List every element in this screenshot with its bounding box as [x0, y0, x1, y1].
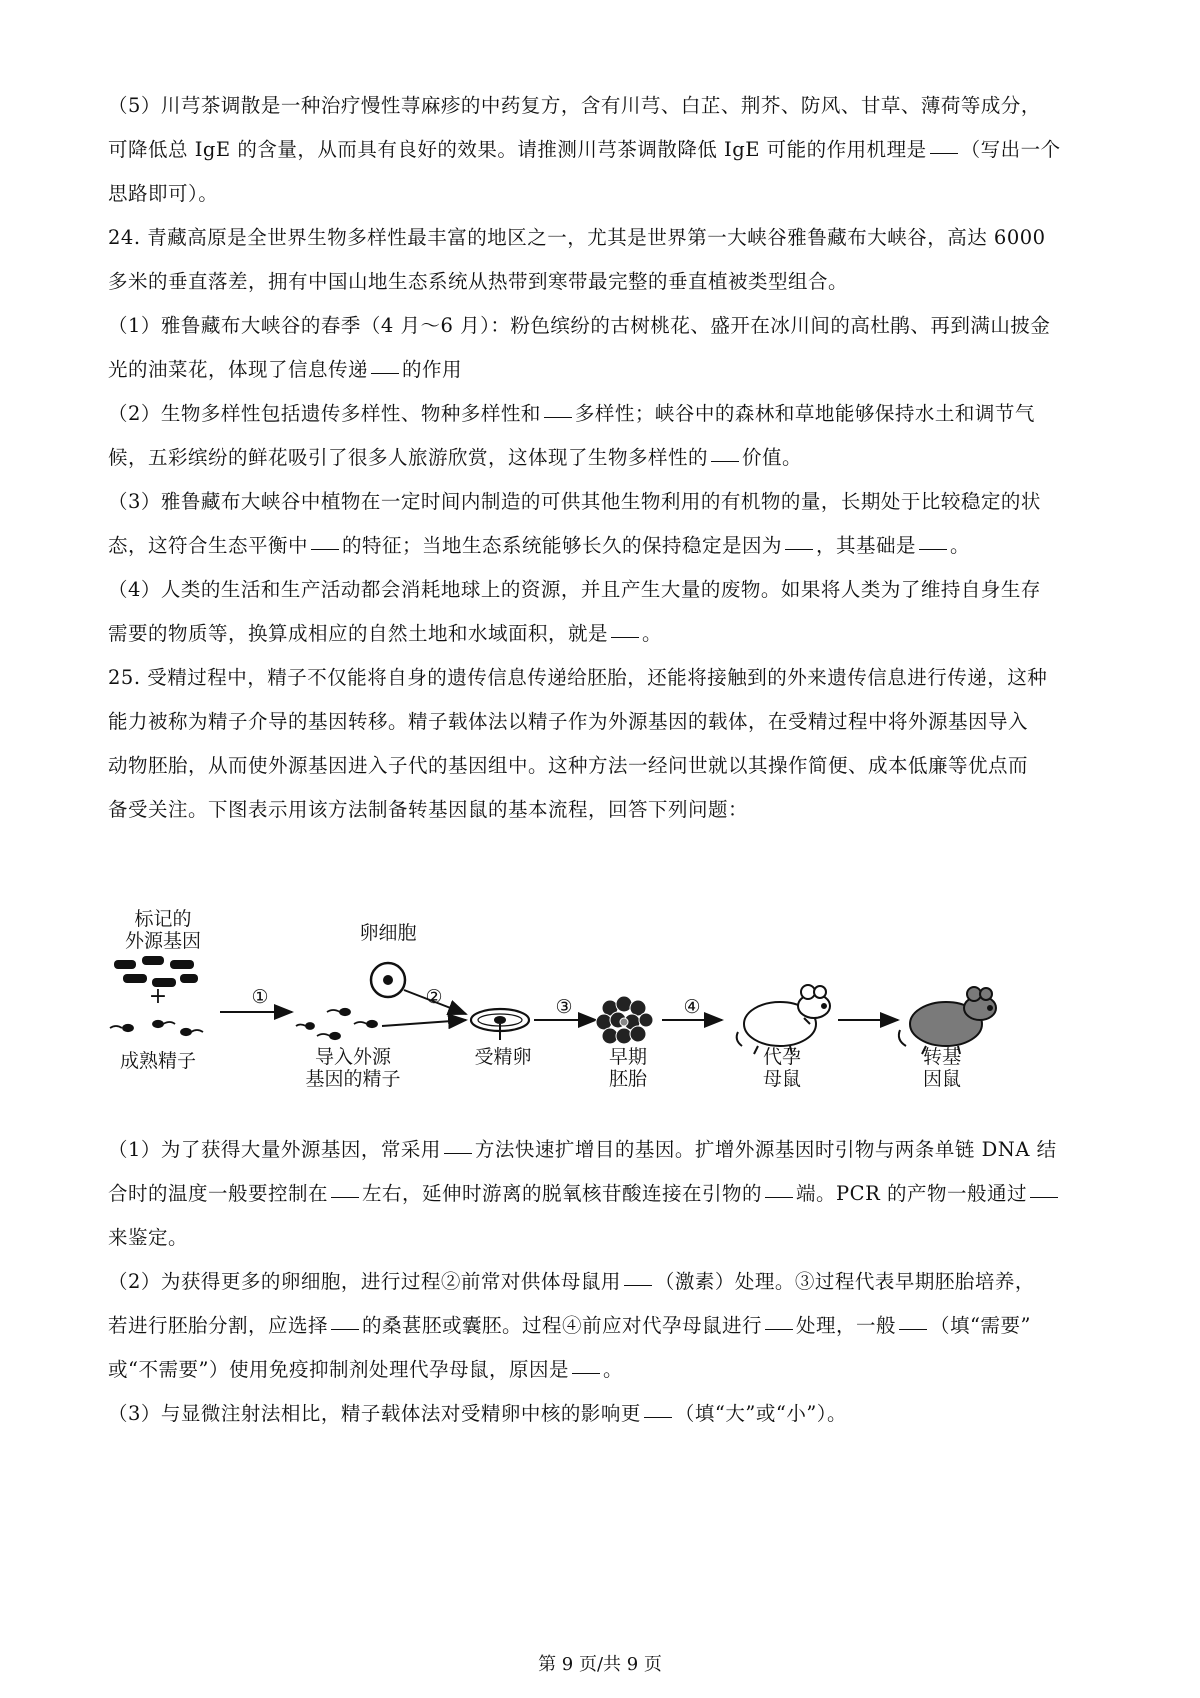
text: 多样性；峡谷中的森林和草地能够保持水土和调节气 [574, 402, 1035, 425]
q25-3-line1 [108, 1392, 1098, 1436]
q23-5-line1 [108, 84, 1098, 128]
text: （5）川芎茶调散是一种治疗慢性荨麻疹的中药复方，含有川芎、白芷、荆芥、防风、甘草、薄荷等成分， [108, 94, 1041, 117]
q25-1-line1 [108, 1128, 1098, 1172]
q24-4-line1 [108, 568, 1098, 612]
text: （2）生物多样性包括遗传多样性、物种多样性和 [108, 402, 541, 425]
q25-stem-line1 [108, 656, 1098, 700]
label-line: 外源基因 [124, 930, 201, 952]
q24-2-line1 [108, 392, 1098, 436]
q24-4-line2 [108, 612, 1098, 656]
label-line: 导入外源 [314, 1046, 391, 1068]
q24-3-line1 [108, 480, 1098, 524]
answer-blank[interactable] [331, 1196, 359, 1198]
transgenic-mouse-flow-diagram [0, 900, 1200, 1100]
text: （3）雅鲁藏布大峡谷中植物在一定时间内制造的可供其他生物利用的有机物的量，长期处于比较稳定的状 [108, 490, 1041, 513]
q24-stem-line1 [108, 216, 1098, 260]
answer-blank[interactable] [765, 1196, 793, 1198]
q23-5-line3 [108, 172, 1098, 216]
text: 候，五彩缤纷的鲜花吸引了很多人旅游欣赏，这体现了生物多样性的 [108, 446, 709, 469]
answer-blank[interactable] [711, 460, 739, 462]
answer-blank[interactable] [572, 1372, 600, 1374]
text: 动物胚胎，从而使外源基因进入子代的基因组中。这种方法一经问世就以其操作简便、成本低廉等优点而 [108, 754, 1029, 777]
answer-blank[interactable] [765, 1328, 793, 1330]
q25-1-line2 [108, 1172, 1098, 1216]
label-line: 基因的精子 [305, 1068, 401, 1090]
answer-blank[interactable] [624, 1284, 652, 1286]
text: ，其基础是 [816, 534, 917, 557]
label-line: 代孕 [762, 1046, 801, 1068]
text: 来鉴定。 [108, 1226, 189, 1249]
gene-fragment-icons [114, 956, 198, 987]
q25-stem-line2 [108, 700, 1098, 744]
q25-stem-line3 [108, 744, 1098, 788]
egg-cell-icon [371, 963, 405, 997]
q25-2-line2 [108, 1304, 1098, 1348]
answer-blank[interactable] [1030, 1196, 1058, 1198]
page-footer: 第 9 页/共 9 页 [538, 1654, 662, 1675]
text: （3）与显微注射法相比，精子载体法对受精卵中核的影响更 [108, 1402, 641, 1425]
text: 方法快速扩增目的基因。扩增外源基因时引物与两条单链 DNA 结 [474, 1138, 1057, 1161]
text: 备受关注。下图表示用该方法制备转基因鼠的基本流程，回答下列问题： [108, 798, 749, 821]
answer-blank[interactable] [644, 1416, 672, 1418]
answer-blank[interactable] [899, 1328, 927, 1330]
text: 的特征；当地生态系统能够长久的保持稳定是因为 [342, 534, 783, 557]
text: 光的油菜花，体现了信息传递 [108, 358, 369, 381]
label-gene-sperm [298, 1046, 408, 1090]
text: 价值。 [742, 446, 803, 469]
surrogate-mother-mouse-icon [737, 985, 830, 1054]
text: 态，这符合生态平衡中 [108, 534, 309, 557]
early-embryo-icon [596, 996, 653, 1044]
text: 。 [602, 1358, 623, 1381]
answer-blank[interactable] [930, 152, 958, 154]
plus-sign: + [148, 984, 168, 1009]
text: 多米的垂直落差，拥有中国山地生态系统从热带到寒带最完整的垂直植被类型组合。 [108, 270, 849, 293]
text: 需要的物质等，换算成相应的自然土地和水域面积，就是 [108, 622, 609, 645]
transgenic-mouse-icon [899, 987, 996, 1054]
q25-1-line3 [108, 1216, 1098, 1260]
text: 的桑葚胚或囊胚。过程④前应对代孕母鼠进行 [362, 1314, 763, 1337]
text: （填“大”或“小”）。 [674, 1402, 848, 1425]
text: （写出一个 [960, 138, 1061, 161]
step4-label: ④ [683, 996, 701, 1018]
step1-label: ① [251, 986, 269, 1008]
text: 的作用 [402, 358, 463, 381]
zygote-icon [471, 1009, 529, 1040]
text: （1）为了获得大量外源基因，常采用 [108, 1138, 441, 1161]
text: （2）为获得更多的卵细胞，进行过程②前常对供体母鼠用 [108, 1270, 621, 1293]
label-line: 胚胎 [608, 1068, 647, 1090]
q24-1-line2 [108, 348, 1098, 392]
text: 处理，一般 [796, 1314, 897, 1337]
text: （4）人类的生活和生产活动都会消耗地球上的资源，并且产生大量的废物。如果将人类为了维持自身生存 [108, 578, 1041, 601]
label-egg-cell: 卵细胞 [359, 922, 417, 944]
text: 左右，延伸时游离的脱氧核苷酸连接在引物的 [362, 1182, 763, 1205]
q25-2-line3 [108, 1348, 1098, 1392]
answer-blank[interactable] [785, 548, 813, 550]
text: 25. 受精过程中，精子不仅能将自身的遗传信息传递给胚胎，还能将接触到的外来遗传信息进行传递，这种 [108, 666, 1048, 689]
text: 。 [642, 622, 663, 645]
label-line: 转基 [922, 1046, 961, 1068]
text: 思路即可）。 [108, 182, 219, 205]
text: 端。PCR 的产物一般通过 [796, 1182, 1027, 1205]
answer-blank[interactable] [444, 1152, 472, 1154]
q24-3-line2 [108, 524, 1098, 568]
text: 若进行胚胎分割，应选择 [108, 1314, 329, 1337]
label-surrogate [752, 1046, 812, 1090]
text: 可降低总 IgE 的含量，从而具有良好的效果。请推测川芎茶调散降低 IgE 可能的作用机理是 [108, 138, 927, 161]
answer-blank[interactable] [371, 372, 399, 374]
label-zygote: 受精卵 [474, 1046, 532, 1068]
answer-blank[interactable] [919, 548, 947, 550]
mature-sperm-icons [110, 1021, 203, 1035]
text: （激素）处理。③过程代表早期胚胎培养， [654, 1270, 1035, 1293]
q24-stem-line2 [108, 260, 1098, 304]
label-early-embryo [598, 1046, 658, 1090]
text: 24. 青藏高原是全世界生物多样性最丰富的地区之一，尤其是世界第一大峡谷雅鲁藏布大峡谷，高达 6000 [108, 226, 1046, 249]
answer-blank[interactable] [331, 1328, 359, 1330]
q24-1-line1 [108, 304, 1098, 348]
label-line: 标记的 [134, 908, 192, 930]
label-mature-sperm: 成熟精子 [119, 1050, 196, 1072]
text: （填“需要” [930, 1314, 1031, 1337]
label-line: 母鼠 [762, 1068, 801, 1090]
step3-label: ③ [555, 996, 573, 1018]
text: 或“不需要”）使用免疫抑制剂处理代孕母鼠，原因是 [108, 1358, 569, 1381]
label-line: 早期 [608, 1046, 647, 1068]
text: （1）雅鲁藏布大峡谷的春季（4 月～6 月）：粉色缤纷的古树桃花、盛开在冰川间的高杜鹃、再到满山披金 [108, 314, 1051, 337]
text: 能力被称为精子介导的基因转移。精子载体法以精子作为外源基因的载体，在受精过程中将外源基因导入 [108, 710, 1029, 733]
label-line: 因鼠 [922, 1068, 961, 1090]
label-marked-gene [118, 908, 208, 952]
arrow-step2 [382, 1020, 466, 1026]
q23-5-line2 [108, 128, 1098, 172]
answer-blank[interactable] [544, 416, 572, 418]
q25-stem-line4 [108, 788, 1098, 832]
q25-2-line1 [108, 1260, 1098, 1304]
answer-blank[interactable] [611, 636, 639, 638]
step2-label: ② [425, 986, 443, 1008]
gene-sperm-icons [296, 1009, 377, 1039]
label-transgenic-mouse [912, 1046, 972, 1090]
answer-blank[interactable] [311, 548, 339, 550]
text: 。 [950, 534, 971, 557]
q24-2-line2 [108, 436, 1098, 480]
text: 合时的温度一般要控制在 [108, 1182, 329, 1205]
